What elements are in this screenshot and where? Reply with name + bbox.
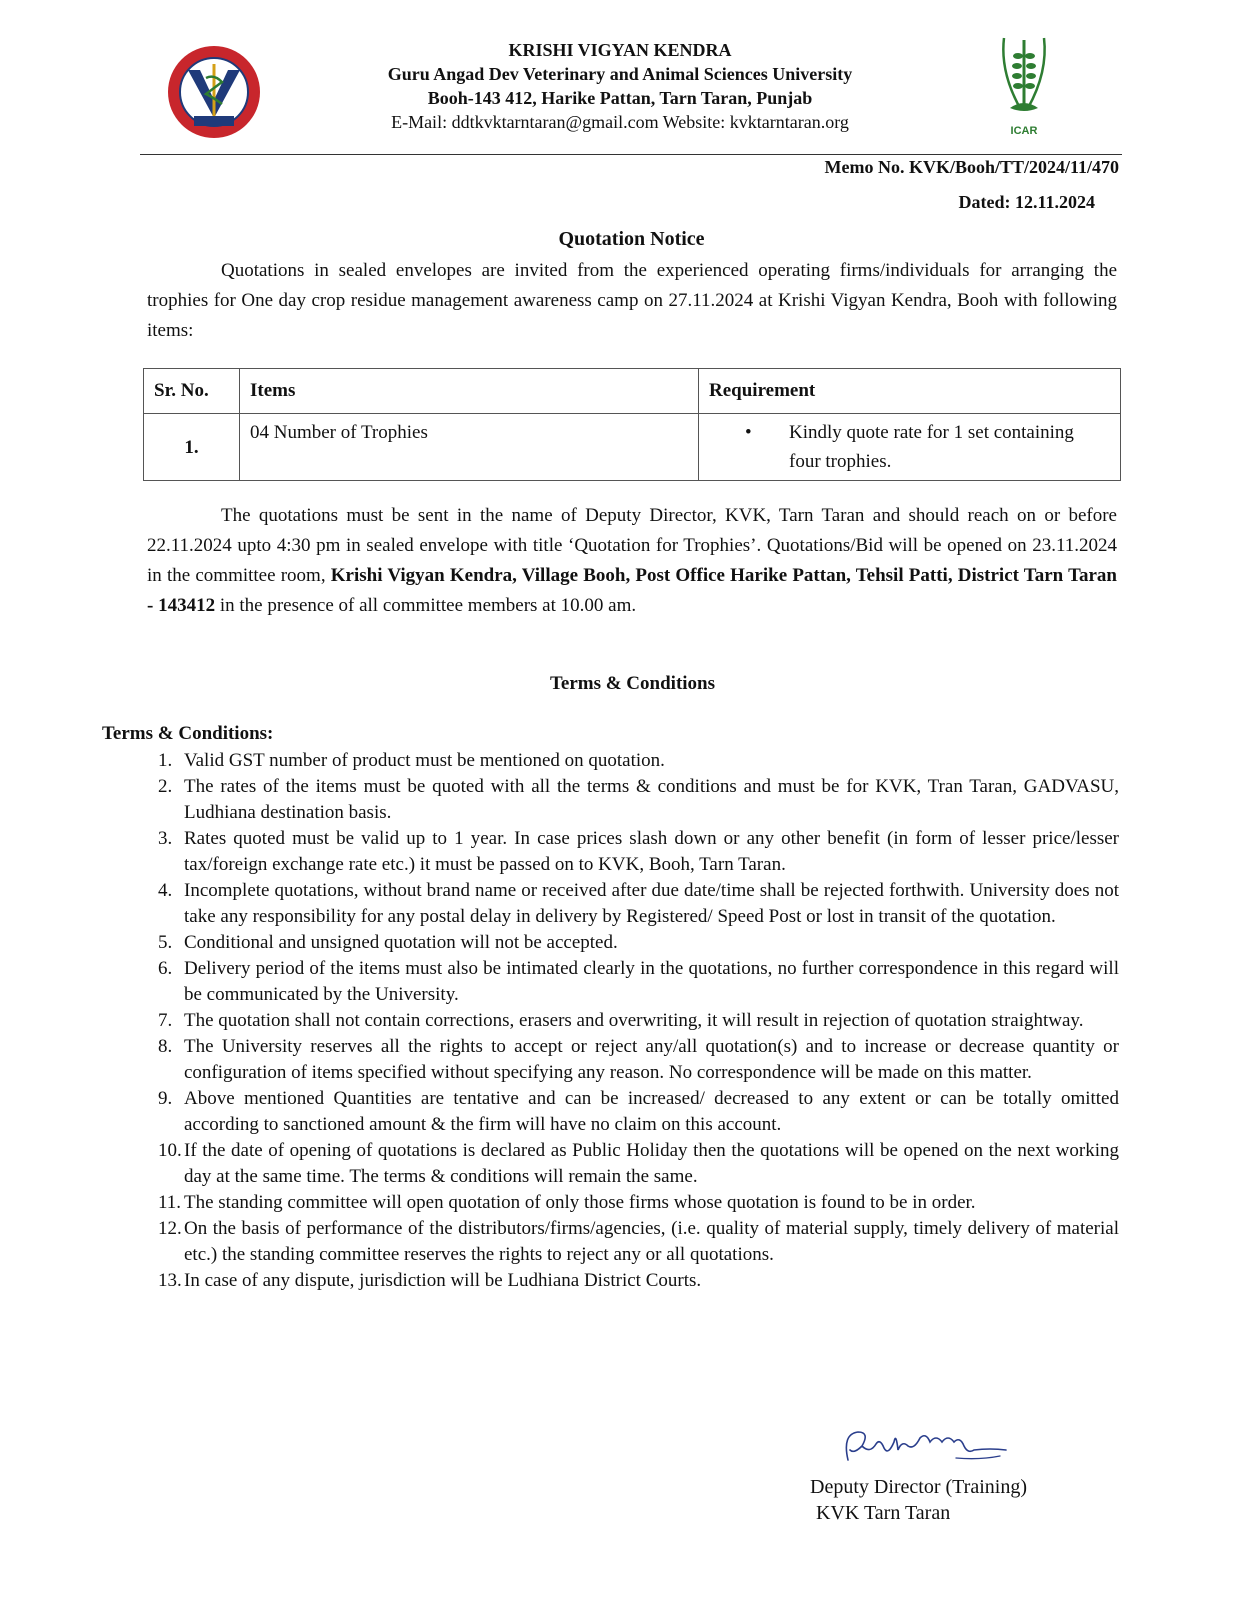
submission-text-1: The quotations must be sent in the name of Deputy Director, KVK, Tarn Taran and should reach on or before 22.11.2024 upto 4:30 pm in sealed envelope with title ‘Quotation for Trophies’. Quotations/Bid will be opened on 23.11.2024 in the committee room,: [147, 505, 1117, 586]
terms-heading-center: Terms & Conditions: [549, 673, 716, 694]
cell-item: 04 Number of Trophies: [240, 414, 699, 481]
memo-number: Memo No. KVK/Booh/TT/2024/11/470: [824, 157, 1119, 177]
term-text: The University reserves all the rights to accept or reject any/all quotation(s) and to increase or decrease quantity or configuration of items specified without specifying any reason. No correspondence will be made on this matter.: [184, 1036, 1119, 1083]
svg-text:ICAR: ICAR: [1010, 125, 1038, 137]
term-number: 1.: [158, 750, 173, 771]
list-item: [140, 1034, 1119, 1086]
term-text: Delivery period of the items must also be intimated clearly in the quotations, no further correspondence in this regard will be communicated by the University.: [184, 958, 1119, 1005]
term-text: Valid GST number of product must be mentioned on quotation.: [184, 750, 665, 771]
requirement-text: Kindly quote rate for 1 set containing four trophies.: [789, 422, 1074, 472]
letterhead: [300, 38, 940, 134]
memo-date: Dated: 12.11.2024: [958, 192, 1095, 212]
col-header-sr: Sr. No.: [144, 369, 240, 414]
term-number: 9.: [158, 1088, 173, 1109]
term-text: On the basis of performance of the distributors/firms/agencies, (i.e. quality of material supply, timely delivery of material etc.) the standing committee reserves the rights to reject any or all quotations.: [184, 1218, 1119, 1265]
cell-sr: 1.: [144, 414, 240, 481]
terms-list: [140, 748, 1119, 1294]
list-item: [140, 956, 1119, 1008]
term-text: The standing committee will open quotation of only those firms whose quotation is found to be in order.: [184, 1192, 976, 1213]
term-number: 12.: [158, 1218, 182, 1239]
page-title: Quotation Notice: [558, 228, 705, 250]
term-number: 11.: [158, 1192, 182, 1213]
submission-address: Krishi Vigyan Kendra, Village Booh, Post Office Harike Pattan, Tehsil Patti, District Tarn Taran - 143412: [147, 565, 1117, 616]
address: Booh-143 412, Harike Pattan, Tarn Taran, Punjab: [427, 88, 813, 108]
term-text: Above mentioned Quantities are tentative and can be increased/ decreased to any extent or can be totally omitted according to sanctioned amount & the firm will have no claim on this account.: [184, 1088, 1119, 1135]
list-item: [140, 1268, 1119, 1294]
submission-text-2: in the presence of all committee members at 10.00 am.: [215, 595, 637, 616]
table-row: [144, 414, 1121, 481]
list-item: [140, 774, 1119, 826]
term-text: In case of any dispute, jurisdiction will be Ludhiana District Courts.: [184, 1270, 702, 1291]
list-item: [140, 748, 1119, 774]
term-text: Incomplete quotations, without brand name or received after due date/time shall be rejected forthwith. University does not take any responsibility for any postal delay in delivery by Registered/ Speed Post or lost in transit of the quotation.: [184, 880, 1119, 927]
term-text: The rates of the items must be quoted with all the terms & conditions and must be for KVK, Tran Taran, GADVASU, Ludhiana destination basis.: [184, 776, 1119, 823]
bullet-icon: •: [745, 422, 752, 443]
list-item: [140, 1138, 1119, 1190]
term-text: Conditional and unsigned quotation will not be accepted.: [184, 932, 618, 953]
table-header-row: [144, 369, 1121, 414]
term-number: 4.: [158, 880, 173, 901]
term-number: 2.: [158, 776, 173, 797]
intro-paragraph: [147, 256, 1117, 346]
contact-line: E-Mail: ddtkvktarntaran@gmail.com Website: kvktarntaran.org: [391, 112, 849, 132]
term-number: 10.: [158, 1140, 182, 1161]
signatory-designation: Deputy Director (Training): [810, 1476, 1027, 1498]
col-header-items: Items: [240, 369, 699, 414]
list-item: [140, 1216, 1119, 1268]
cell-requirement: [699, 414, 1121, 481]
list-item: [140, 1008, 1119, 1034]
signature: [840, 1420, 1010, 1472]
col-header-requirement: Requirement: [699, 369, 1121, 414]
term-number: 3.: [158, 828, 173, 849]
term-number: 5.: [158, 932, 173, 953]
term-number: 6.: [158, 958, 173, 979]
term-number: 7.: [158, 1010, 173, 1031]
intro-text: Quotations in sealed envelopes are invited from the experienced operating firms/individuals for arranging the trophies for One day crop residue management awareness camp on 27.11.2024 at Krishi Vigyan Kendra, Booh with following items:: [147, 260, 1117, 341]
submission-paragraph: [147, 501, 1117, 621]
signatory-office: KVK Tarn Taran: [816, 1502, 951, 1524]
term-text: The quotation shall not contain corrections, erasers and overwriting, it will result in rejection of quotation straightway.: [184, 1010, 1084, 1031]
header-divider: [140, 154, 1122, 155]
items-table: [143, 368, 1121, 481]
terms-heading-left: Terms & Conditions:: [102, 723, 274, 744]
term-text: Rates quoted must be valid up to 1 year. In case prices slash down or any other benefit (in form of lesser price/lesser tax/foreign exchange rate etc.) it must be passed on to KVK, Booh, Tarn Taran.: [184, 828, 1119, 875]
list-item: [140, 1190, 1119, 1216]
icar-logo: [990, 32, 1058, 140]
list-item: [140, 878, 1119, 930]
term-number: 8.: [158, 1036, 173, 1057]
term-number: 13.: [158, 1270, 182, 1291]
gadvasu-logo: [166, 44, 262, 140]
university-name: Guru Angad Dev Veterinary and Animal Sciences University: [387, 64, 853, 84]
term-text: If the date of opening of quotations is declared as Public Holiday then the quotations will be opened on the next working day at the same time. The terms & conditions will remain the same.: [184, 1140, 1119, 1187]
list-item: [140, 826, 1119, 878]
list-item: [140, 930, 1119, 956]
list-item: [140, 1086, 1119, 1138]
org-name: KRISHI VIGYAN KENDRA: [508, 40, 732, 60]
